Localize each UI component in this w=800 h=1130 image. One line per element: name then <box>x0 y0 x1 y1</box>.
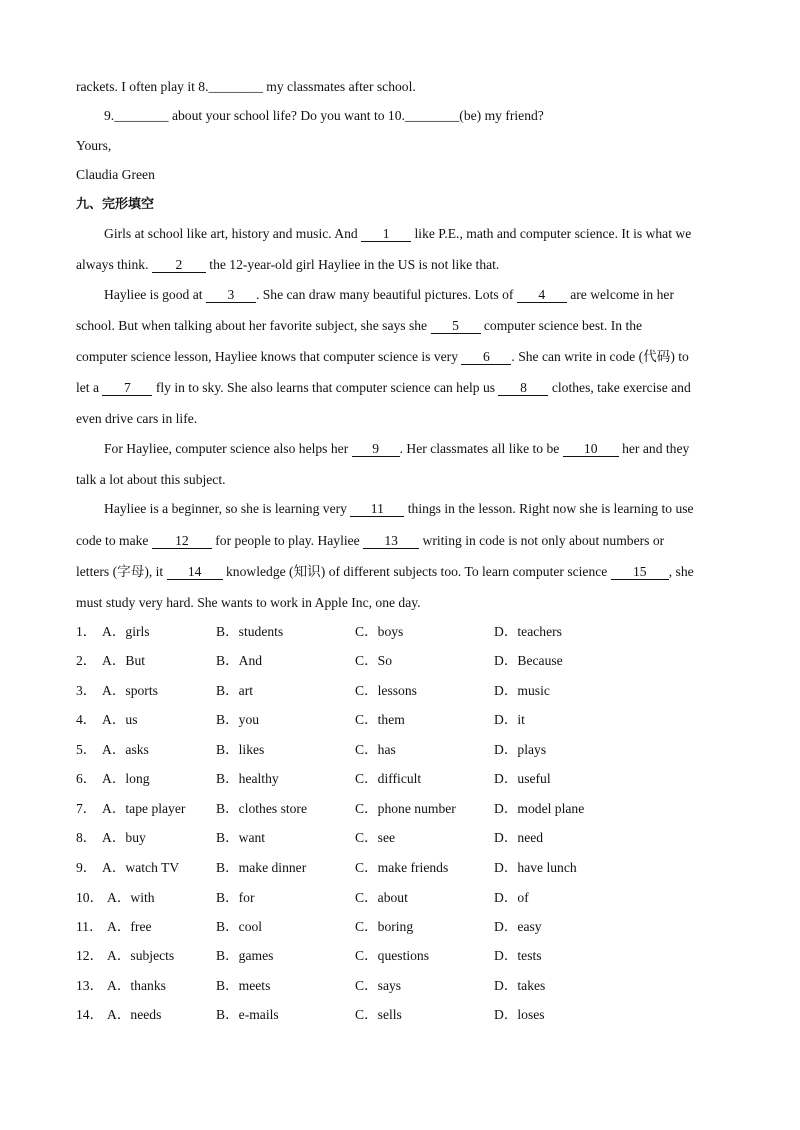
blank-7: 7 <box>102 381 152 396</box>
option-a[interactable]: A．long <box>102 771 150 786</box>
question-number: 14． <box>76 1007 104 1022</box>
text: rackets. I often play it 8. <box>76 79 209 94</box>
blank-1: 1 <box>361 227 411 242</box>
text: knowledge (知识) of different subjects too. To learn computer science <box>222 564 611 579</box>
question-number: 1． <box>76 624 97 639</box>
letter-line-8 <box>76 78 416 96</box>
question-number: 11． <box>76 919 103 934</box>
text: for people to play. Hayliee <box>211 533 364 548</box>
blank-13: 13 <box>363 534 419 549</box>
option-a[interactable]: A．girls <box>102 624 150 639</box>
blank-10: ________ <box>404 108 460 123</box>
passage-line <box>76 256 499 274</box>
option-c[interactable]: C．lessons <box>355 683 417 698</box>
option-b[interactable]: B．meets <box>216 978 271 993</box>
text: code to make <box>76 533 152 548</box>
option-b[interactable]: B．games <box>216 948 274 963</box>
option-c[interactable]: C．sells <box>355 1007 402 1022</box>
text: , she <box>668 564 694 579</box>
text: the 12-year-old girl Hayliee in the US is not like that. <box>205 257 500 272</box>
option-d[interactable]: D．useful <box>494 771 551 786</box>
option-b[interactable]: B．cool <box>216 919 263 934</box>
option-d[interactable]: D．teachers <box>494 624 562 639</box>
blank-14: 14 <box>167 565 223 580</box>
text: Girls at school like art, history and music. And <box>104 226 362 241</box>
text: my classmates after school. <box>262 79 416 94</box>
option-a[interactable]: A．asks <box>102 742 149 757</box>
question-number: 4． <box>76 712 97 727</box>
text: computer science best. In the <box>480 318 643 333</box>
section-heading: 九、完形填空 <box>76 197 155 212</box>
option-c[interactable]: C．So <box>355 653 393 668</box>
option-b[interactable]: B．And <box>216 653 263 668</box>
passage-line: must study very hard. She wants to work in Apple Inc, one day. <box>76 595 421 610</box>
text: For Hayliee, computer science also helps her <box>104 441 352 456</box>
passage-line <box>76 532 664 550</box>
option-a[interactable]: A．us <box>102 712 138 727</box>
option-a[interactable]: A．buy <box>102 830 146 845</box>
letter-closing: Yours, <box>76 138 112 153</box>
option-c[interactable]: C．boys <box>355 624 404 639</box>
option-b[interactable]: B．students <box>216 624 284 639</box>
blank-8: ________ <box>208 79 263 94</box>
option-a[interactable]: A．thanks <box>107 978 166 993</box>
text: writing in code is not only about numbers or <box>419 533 665 548</box>
blank-11: 11 <box>350 502 404 517</box>
option-d[interactable]: D．of <box>494 890 529 905</box>
text: Hayliee is a beginner, so she is learning very <box>104 501 351 516</box>
option-b[interactable]: B．e-mails <box>216 1007 279 1022</box>
passage-line <box>76 348 689 366</box>
text: things in the lesson. Right now she is learning to use <box>404 501 694 516</box>
text: computer science lesson, Hayliee knows that computer science is very <box>76 349 462 364</box>
option-c[interactable]: C．difficult <box>355 771 422 786</box>
blank-9: 9 <box>352 442 400 457</box>
option-d[interactable]: D．need <box>494 830 544 845</box>
option-b[interactable]: B．clothes store <box>216 801 307 816</box>
option-d[interactable]: D．model plane <box>494 801 585 816</box>
option-a[interactable]: A．tape player <box>102 801 186 816</box>
option-a[interactable]: A．with <box>107 890 155 905</box>
option-c[interactable]: C．them <box>355 712 405 727</box>
option-d[interactable]: D．music <box>494 683 550 698</box>
text: her and they <box>618 441 690 456</box>
blank-2: 2 <box>152 258 206 273</box>
option-b[interactable]: B．want <box>216 830 266 845</box>
option-d[interactable]: D．easy <box>494 919 542 934</box>
text: letters (字母), it <box>76 564 167 579</box>
question-number: 7． <box>76 801 97 816</box>
option-a[interactable]: A．But <box>102 653 146 668</box>
blank-5: 5 <box>431 319 481 334</box>
option-c[interactable]: C．boring <box>355 919 414 934</box>
question-number: 3． <box>76 683 97 698</box>
passage-line <box>76 317 642 335</box>
passage-line: talk a lot about this subject. <box>76 472 226 487</box>
passage-line <box>104 225 691 243</box>
blank-12: 12 <box>152 534 212 549</box>
letter-line-9-10 <box>104 107 544 125</box>
blank-3: 3 <box>206 288 256 303</box>
blank-6: 6 <box>461 350 511 365</box>
text: are welcome in her <box>566 287 674 302</box>
text: always think. <box>76 257 152 272</box>
option-c[interactable]: C．about <box>355 890 408 905</box>
blank-15: 15 <box>611 565 669 580</box>
option-a[interactable]: A．subjects <box>107 948 175 963</box>
question-number: 12． <box>76 948 104 963</box>
passage-line <box>104 286 674 304</box>
option-c[interactable]: C．phone number <box>355 801 456 816</box>
letter-signature: Claudia Green <box>76 167 155 182</box>
passage-line: even drive cars in life. <box>76 411 198 426</box>
text: let a <box>76 380 103 395</box>
text: . She can draw many beautiful pictures. Lots of <box>255 287 517 302</box>
option-a[interactable]: A．free <box>107 919 152 934</box>
option-c[interactable]: C．says <box>355 978 402 993</box>
blank-4: 4 <box>517 288 567 303</box>
option-b[interactable]: B．for <box>216 890 255 905</box>
blank-10: 10 <box>563 442 619 457</box>
option-b[interactable]: B．likes <box>216 742 265 757</box>
question-number: 8． <box>76 830 97 845</box>
text: . Her classmates all like to be <box>399 441 563 456</box>
question-number: 6． <box>76 771 97 786</box>
passage-line <box>76 563 694 581</box>
text: (be) my friend? <box>459 108 544 123</box>
option-d[interactable]: D．Because <box>494 653 563 668</box>
blank-8: 8 <box>498 381 548 396</box>
text: 9. <box>104 108 115 123</box>
option-b[interactable]: B．art <box>216 683 253 698</box>
option-b[interactable]: B．healthy <box>216 771 279 786</box>
text: like P.E., math and computer science. It is what we <box>411 226 692 241</box>
option-c[interactable]: C．has <box>355 742 396 757</box>
option-c[interactable]: C．make friends <box>355 860 449 875</box>
option-c[interactable]: C．see <box>355 830 396 845</box>
option-d[interactable]: D．takes <box>494 978 546 993</box>
blank-9: ________ <box>114 108 169 123</box>
text: about your school life? Do you want to 10. <box>168 108 405 123</box>
option-b[interactable]: B．you <box>216 712 260 727</box>
text: clothes, take exercise and <box>548 380 691 395</box>
option-d[interactable]: D．loses <box>494 1007 545 1022</box>
passage-line <box>76 379 691 397</box>
passage-line <box>104 440 689 458</box>
question-number: 10． <box>76 890 104 905</box>
question-number: 13． <box>76 978 104 993</box>
option-d[interactable]: D．it <box>494 712 525 727</box>
option-d[interactable]: D．have lunch <box>494 860 577 875</box>
question-number: 5． <box>76 742 97 757</box>
option-d[interactable]: D．tests <box>494 948 542 963</box>
question-number: 2． <box>76 653 97 668</box>
text: fly in to sky. She also learns that computer science can help us <box>152 380 499 395</box>
option-b[interactable]: B．make dinner <box>216 860 307 875</box>
option-a[interactable]: A．needs <box>107 1007 162 1022</box>
text: Hayliee is good at <box>104 287 206 302</box>
option-c[interactable]: C．questions <box>355 948 430 963</box>
text: school. But when talking about her favorite subject, she says she <box>76 318 431 333</box>
option-a[interactable]: A．sports <box>102 683 158 698</box>
option-a[interactable]: A．watch TV <box>102 860 180 875</box>
option-d[interactable]: D．plays <box>494 742 547 757</box>
passage-line <box>104 500 694 518</box>
text: . She can write in code (代码) to <box>511 349 689 364</box>
question-number: 9． <box>76 860 97 875</box>
